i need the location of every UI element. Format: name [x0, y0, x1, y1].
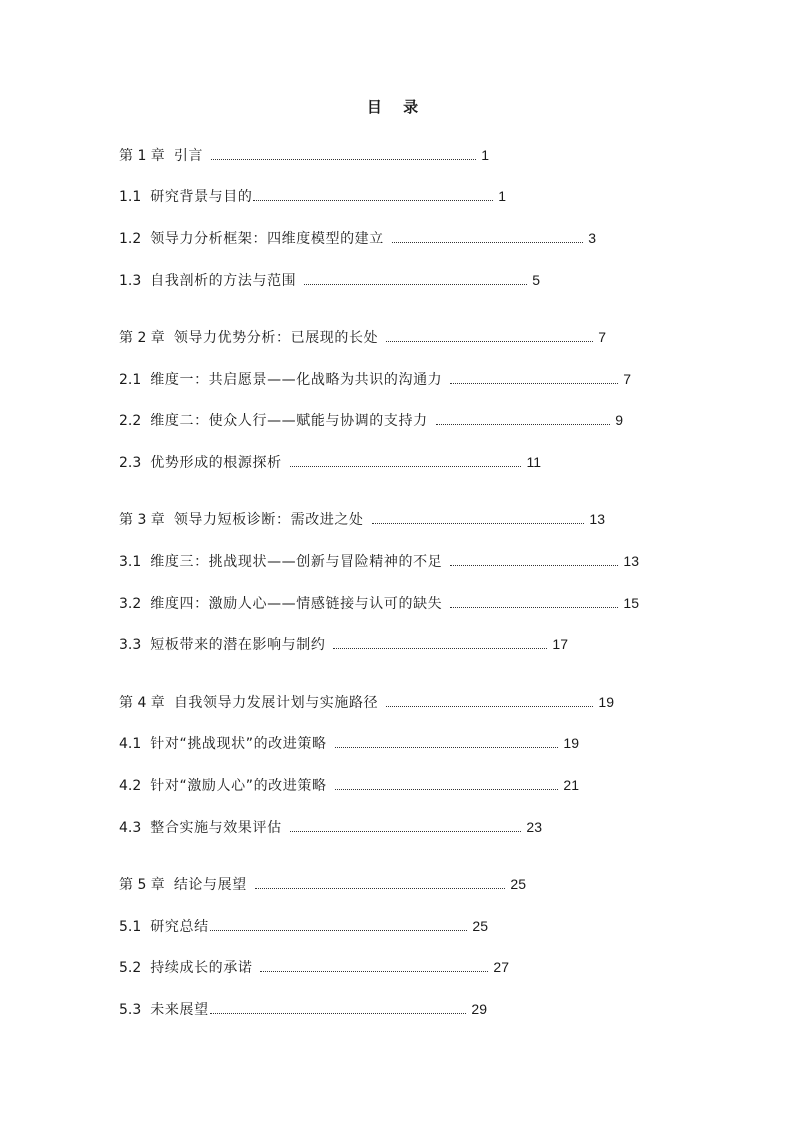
- toc-entry-number: 第 1 章: [119, 148, 165, 164]
- toc-entry-2-3[interactable]: [119, 452, 541, 472]
- toc-entry-chapter-5[interactable]: [119, 874, 526, 894]
- toc-entry-2-1[interactable]: [119, 369, 631, 389]
- toc-entry-label: 自我剖析的方法与范围: [150, 273, 297, 289]
- toc-entry-page: 21: [563, 777, 579, 793]
- toc-dot-leader: [290, 466, 522, 467]
- toc-entry-page: 19: [563, 735, 579, 751]
- toc-entry-label: 持续成长的承诺: [150, 960, 253, 976]
- toc-entry-page: 15: [623, 595, 639, 611]
- toc-dot-leader: [450, 607, 618, 608]
- toc-entry-label: 领导力优势分析：已展现的长处: [173, 330, 379, 346]
- toc-entry-label: 研究总结: [150, 919, 209, 935]
- toc-entry-label: 针对“激励人心”的改进策略: [150, 778, 327, 794]
- toc-dot-leader: [386, 706, 593, 707]
- toc-dot-leader: [436, 424, 611, 425]
- toc-dot-leader: [335, 747, 559, 748]
- toc-entry-1-3[interactable]: [119, 270, 540, 290]
- toc-entry-page: 7: [598, 329, 606, 345]
- toc-entry-page: 5: [532, 272, 540, 288]
- toc-entry-number: 第 5 章: [119, 877, 165, 893]
- toc-entry-2-2[interactable]: [119, 410, 623, 430]
- toc-dot-leader: [210, 1013, 467, 1014]
- toc-entry-page: 29: [471, 1001, 487, 1017]
- toc-entry-page: 25: [472, 918, 488, 934]
- toc-entry-page: 7: [623, 371, 631, 387]
- toc-entry-1-2[interactable]: [119, 228, 596, 248]
- toc-entry-label: 短板带来的潜在影响与制约: [150, 637, 326, 653]
- toc-entry-label: 引言: [173, 148, 204, 164]
- toc-entry-number: 5.1: [119, 919, 142, 935]
- toc-entry-page: 19: [598, 694, 614, 710]
- toc-entry-number: 2.1: [119, 372, 142, 388]
- toc-entry-label: 整合实施与效果评估: [150, 820, 282, 836]
- toc-entry-page: 25: [510, 876, 526, 892]
- toc-dot-leader: [290, 831, 522, 832]
- toc-entry-4-3[interactable]: [119, 817, 542, 837]
- toc-entry-chapter-2[interactable]: [119, 327, 606, 347]
- toc-entry-label: 研究背景与目的: [150, 189, 253, 205]
- toc-dot-leader: [210, 930, 468, 931]
- toc-entry-number: 1.1: [119, 189, 142, 205]
- toc-entry-page: 27: [493, 959, 509, 975]
- toc-entry-label: 维度四：激励人心——情感链接与认可的缺失: [150, 596, 443, 612]
- toc-entry-label: 维度二：使众人行——赋能与协调的支持力: [150, 413, 428, 429]
- toc-dot-leader: [253, 200, 493, 201]
- toc-entry-5-1[interactable]: [119, 916, 488, 936]
- toc-entry-number: 4.2: [119, 778, 142, 794]
- toc-title: 目 录: [366, 98, 427, 116]
- toc-entry-page: 13: [589, 511, 605, 527]
- toc-dot-leader: [260, 971, 488, 972]
- toc-entry-page: 1: [481, 147, 489, 163]
- toc-entry-number: 5.3: [119, 1002, 142, 1018]
- toc-entry-number: 5.2: [119, 960, 142, 976]
- toc-dot-leader: [304, 284, 527, 285]
- toc-entry-number: 3.2: [119, 596, 142, 612]
- toc-entry-number: 第 4 章: [119, 695, 165, 711]
- toc-entry-3-2[interactable]: [119, 593, 639, 613]
- toc-dot-leader: [450, 565, 618, 566]
- toc-entry-number: 4.3: [119, 820, 142, 836]
- toc-entry-number: 2.2: [119, 413, 142, 429]
- toc-entry-3-3[interactable]: [119, 634, 568, 654]
- toc-entry-number: 1.2: [119, 231, 142, 247]
- toc-entry-number: 第 3 章: [119, 512, 165, 528]
- toc-dot-leader: [450, 383, 618, 384]
- toc-dot-leader: [392, 242, 583, 243]
- toc-entry-chapter-3[interactable]: [119, 509, 605, 529]
- toc-entry-number: 1.3: [119, 273, 142, 289]
- toc-entry-label: 领导力分析框架：四维度模型的建立: [150, 231, 384, 247]
- toc-entry-number: 3.1: [119, 554, 142, 570]
- toc-entry-label: 针对“挑战现状”的改进策略: [150, 736, 327, 752]
- toc-entry-number: 3.3: [119, 637, 142, 653]
- toc-entry-3-1[interactable]: [119, 551, 639, 571]
- toc-entry-number: 第 2 章: [119, 330, 165, 346]
- toc-entry-label: 结论与展望: [173, 877, 247, 893]
- toc-entry-label: 维度一：共启愿景——化战略为共识的沟通力: [150, 372, 443, 388]
- toc-entry-label: 领导力短板诊断：需改进之处: [173, 512, 364, 528]
- toc-entry-page: 9: [615, 412, 623, 428]
- toc-entry-1-1[interactable]: [119, 186, 506, 206]
- toc-entry-label: 自我领导力发展计划与实施路径: [173, 695, 379, 711]
- toc-dot-leader: [333, 648, 547, 649]
- toc-entry-label: 未来展望: [150, 1002, 209, 1018]
- toc-dot-leader: [255, 888, 506, 889]
- toc-entry-page: 17: [552, 636, 568, 652]
- toc-entry-chapter-1[interactable]: [119, 145, 489, 165]
- toc-entry-page: 1: [498, 188, 506, 204]
- toc-entry-5-2[interactable]: [119, 957, 509, 977]
- toc-entry-page: 11: [526, 454, 541, 470]
- toc-entry-number: 2.3: [119, 455, 142, 471]
- toc-entry-page: 3: [588, 230, 596, 246]
- toc-entry-5-3[interactable]: [119, 999, 487, 1019]
- toc-dot-leader: [386, 341, 593, 342]
- toc-dot-leader: [335, 789, 559, 790]
- toc-entry-page: 23: [526, 819, 542, 835]
- toc-entry-4-2[interactable]: [119, 775, 579, 795]
- toc-dot-leader: [211, 159, 476, 160]
- toc-entry-label: 优势形成的根源探析: [150, 455, 282, 471]
- toc-entry-page: 13: [623, 553, 639, 569]
- toc-dot-leader: [372, 523, 585, 524]
- toc-entry-4-1[interactable]: [119, 733, 579, 753]
- toc-entry-number: 4.1: [119, 736, 142, 752]
- toc-entry-chapter-4[interactable]: [119, 692, 614, 712]
- toc-entry-label: 维度三：挑战现状——创新与冒险精神的不足: [150, 554, 443, 570]
